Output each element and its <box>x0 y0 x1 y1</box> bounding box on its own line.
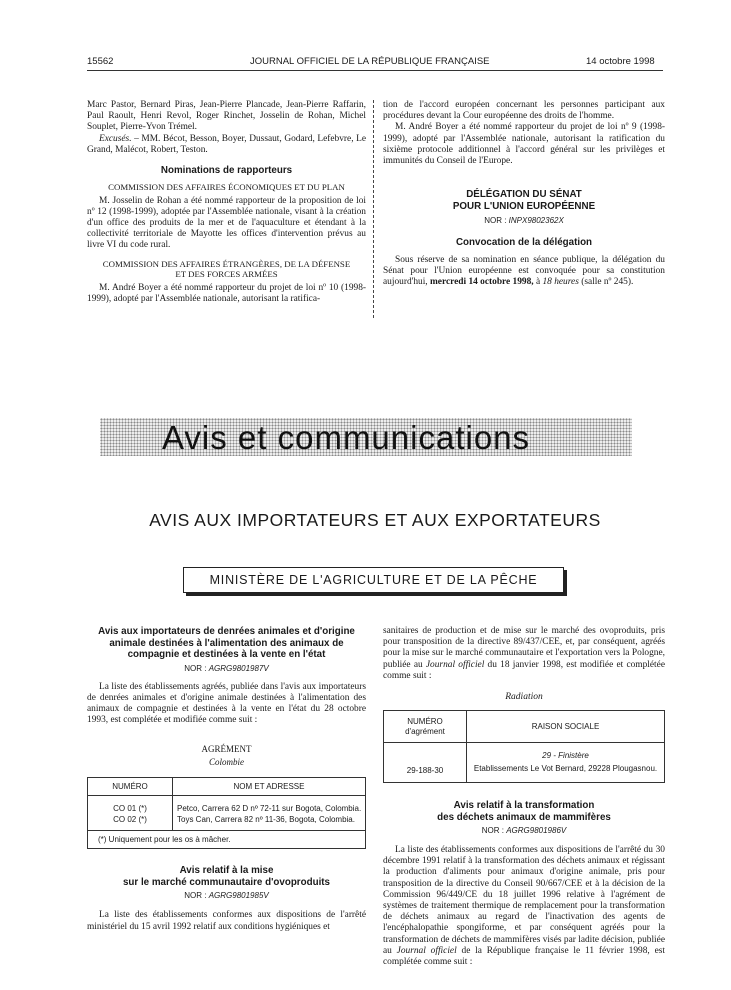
avis-importateurs-nor: NOR : AGRG9801987V <box>184 663 269 673</box>
delegation-heading-line1: DÉLÉGATION DU SÉNAT <box>466 189 582 201</box>
avis-dechets-nor: NOR : AGRG9801986V <box>481 826 567 836</box>
issue-date: 14 octobre 1998 <box>586 56 655 67</box>
ministry-box <box>183 567 564 593</box>
excuses-paragraph <box>87 134 366 156</box>
header-rule <box>87 70 663 71</box>
section-title: AVIS AUX IMPORTATEURS ET AUX EXPORTATEURS <box>149 510 601 530</box>
convocation-paragraph: Sous réserve de sa nomination en séance publique, la délégation du Sénat pour l'Union européenne est convoquée pour sa constitution aujourd'hui, mercredi 14 octobre 1998, à 18 heures (salle nº 245). <box>383 254 665 288</box>
country-label: Colombie <box>209 757 244 768</box>
excuses-label: Excusés. <box>99 133 132 144</box>
avis-dechets-heading-line2: des déchets animaux de mammifères <box>437 811 611 823</box>
table-header-raison-sociale: RAISON SOCIALE <box>467 711 665 743</box>
boyer-second-nomination-paragraph: M. André Boyer a été nommé rapporteur du projet de loi nº 9 (1998-1999), adopté par l'Assemblée nationale, autorisant la ratification du sixième protocole additionnel à l'accord général sur les privilèges et immunités du Conseil de l'Europe. <box>383 122 665 167</box>
delegation-nor <box>383 216 665 225</box>
rohan-nomination-paragraph: M. Josselin de Rohan a été nommé rapporteur de la proposition de loi nº 12 (1998-1999), adoptée par l'Assemblée nationale, visant à la création d'un office des produits de la mer et de l'aquaculture et étendant à la collectivité territoriale de Mayotte les offices d'intervention prévus au livre VI du code rural. <box>87 195 366 251</box>
agrement-table <box>87 777 366 849</box>
table-header-numero: NUMÉRO <box>88 778 173 796</box>
dechets-paragraph: La liste des établissements conformes aux dispositions de l'arrêté du 30 décembre 1991 relatif à la transformation des déchets animaux et régissant la production d'aliments pour animaux d'origine animale, pris pour transposition de la directive du Conseil 90/667/CEE et à la décision de la Commission 96/449/CE du 18 juillet 1996 relative à l'agrément de systèmes de traitement thermique de remplacement pour la transformation de déchets animaux au regard de l'inactivation des agents de l'encéphalopathie spongiforme, et par conséquent agréés pour la transformation de déchets de mammifères visés par ladite décision, publiée au Journal officiel de la République française le 11 février 1998, est complétée comme suit : <box>383 845 665 968</box>
top-left-column <box>87 100 366 305</box>
convocation-heading: Convocation de la délégation <box>455 237 593 249</box>
table-row-addresses: Petco, Carrera 62 D nº 72-11 sur Bogota, Colombia. Toys Can, Carrera 82 nº 11-36, Bogota, Colombia. <box>173 796 366 831</box>
commission-economic-affairs: COMMISSION DES AFFAIRES ÉCONOMIQUES ET DU PLAN <box>108 181 345 192</box>
avis-dechets-heading-line1: Avis relatif à la transformation <box>453 800 595 812</box>
commission-foreign-affairs-line1: COMMISSION DES AFFAIRES ÉTRANGÈRES, DE LA DÉFENSE <box>102 258 351 269</box>
table-row-numbers: CO 01 (*) CO 02 (*) <box>88 796 173 831</box>
table-group-finistere: 29 - Finistère <box>542 751 589 761</box>
section-banner <box>100 418 632 456</box>
radiation-table <box>383 710 665 783</box>
ministry-name: MINISTÈRE DE L'AGRICULTURE ET DE LA PÊCHE <box>209 573 538 587</box>
radiation-label: Radiation <box>505 692 543 703</box>
accord-europeen-paragraph: tion de l'accord européen concernant les personnes participant aux procédures devant la Cour européenne des droits de l'homme. <box>383 100 665 122</box>
table-cell-agrement-number: 29-188-30 <box>384 743 467 783</box>
agrement-label: AGRÉMENT <box>201 744 252 755</box>
convocation-time: 18 heures <box>542 277 579 288</box>
importateurs-paragraph: La liste des établissements agréés, publiée dans l'avis aux importateurs de denrées animales et d'origine animale destinées à l'alimentation des animaux de compagnie et destinées à la vente en l'état du 28 octobre 1993, est complétée et modifiée comme suit : <box>87 681 366 726</box>
page-number: 15562 <box>87 56 114 67</box>
senator-list-paragraph: Marc Pastor, Bernard Piras, Jean-Pierre Plancade, Jean-Pierre Raffarin, Paul Raoult, Henri Revol, Roger Rinchet, Josselin de Rohan, Michel Souplet, Pierre-Yvon Trémel. <box>87 100 366 133</box>
table-cell-raison-sociale <box>467 743 665 783</box>
commission-foreign-affairs-line2: ET DES FORCES ARMÉES <box>175 268 278 279</box>
delegation-heading-line2: POUR L'UNION EUROPÉENNE <box>452 200 596 212</box>
avis-importateurs-heading-line2: animale destinées à l'alimentation des animaux de <box>109 637 344 649</box>
excuses-text: – MM. Bécot, Besson, Boyer, Dussaut, Godard, Lefebvre, Le Grand, Malécot, Robert, Teston. <box>87 133 366 155</box>
top-right-column <box>383 100 665 288</box>
table-company-name: Etablissements Le Vot Bernard, 29228 Plougasnou. <box>473 764 658 774</box>
ovoproduits-paragraph: La liste des établissements conformes aux dispositions de l'arrêté ministériel du 15 avril 1992 relatif aux conditions hygiéniques et <box>87 910 366 932</box>
avis-ovoproduits-heading-line1: Avis relatif à la mise <box>179 865 274 877</box>
avis-importateurs-heading-line3: compagnie et destinées à la vente en l'état <box>127 649 326 660</box>
table-header-numero-agrement: NUMÉRO d'agrément <box>384 711 467 743</box>
nor-code: INPX9802362X <box>508 216 564 226</box>
nominations-heading: Nominations de rapporteurs <box>160 165 293 177</box>
nor-label: NOR : <box>484 216 507 226</box>
convocation-date: mercredi 14 octobre 1998, <box>430 277 534 288</box>
banner-title: Avis et communications <box>162 419 531 456</box>
column-divider-top <box>373 100 374 318</box>
avis-ovoproduits-heading-line2: sur le marché communautaire d'ovoproduits <box>122 876 331 888</box>
avis-importateurs-heading-line1: Avis aux importateurs de denrées animales et d'origine <box>98 626 355 637</box>
table-header-nom-adresse: NOM ET ADRESSE <box>173 778 366 796</box>
avis-ovoproduits-nor: NOR : AGRG9801985V <box>184 891 269 901</box>
bottom-left-column <box>87 626 366 933</box>
journal-title: JOURNAL OFFICIEL DE LA RÉPUBLIQUE FRANÇAISE <box>250 56 490 67</box>
table-footnote: (*) Uniquement pour les os à mâcher. <box>88 831 366 849</box>
ovoproduits-continuation-paragraph: sanitaires de production et de mise sur le marché des ovoproduits, pris pour transposition de la directive 89/437/CEE, et, par conséquent, agréés pour la mise sur le marché communautaire et l'exportation vers la Pologne, publiée au Journal officiel du 18 janvier 1998, est modifiée et complétée comme suit : <box>383 626 665 681</box>
boyer-nomination-paragraph: M. André Boyer a été nommé rapporteur du projet de loi nº 10 (1998-1999), adopté par l'Assemblée nationale, autorisant la ratifica- <box>87 282 366 304</box>
bottom-right-column <box>383 626 665 968</box>
